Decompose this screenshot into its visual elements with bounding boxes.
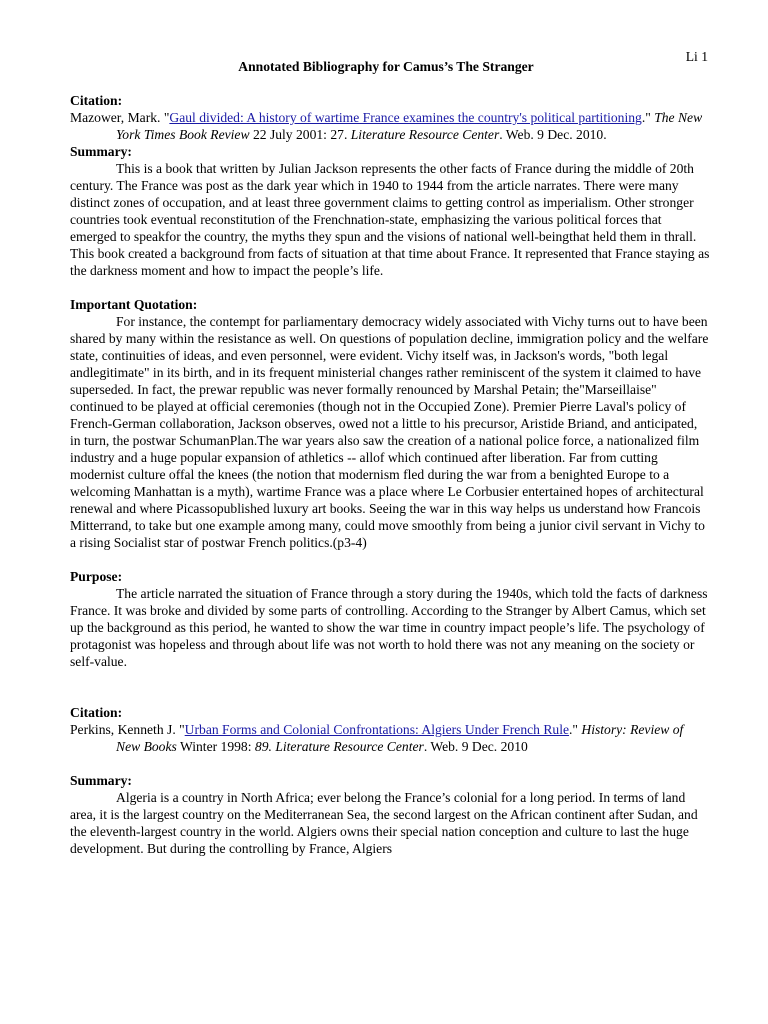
citation-database: 89. Literature Resource Center — [254, 739, 424, 754]
spacer — [70, 670, 710, 704]
citation-database: Literature Resource Center — [350, 127, 500, 142]
summary-text: This is a book that written by Julian Jackson represents the other facts of France during the middle of 20th century. The France was post as the dark year which in 1940 to 1944 from the article narrates. There were many distinct zones of occupation, and at least three government claims to getting control as imperialism. Other stronger countries took eventual reconstitution of the Frenchnation-state, emphasizing the various political forces that emerged to speakfor the country, the myths they spun and the visions of national well-beingthat held them in thrall. This book created a background from facts of situation at that time about France. It represented that France staying as the darkness moment and how to impact the people’s life. — [70, 161, 710, 278]
page-number: Li 1 — [685, 49, 708, 64]
summary-label: Summary: — [70, 144, 132, 159]
citation-source: History: Review of New Books — [116, 722, 684, 754]
citation-after-link: ." — [569, 722, 582, 737]
purpose-label: Purpose: — [70, 569, 123, 584]
citation-source-detail: 22 July 2001: 27. — [249, 127, 351, 142]
document-title: Annotated Bibliography for Camus’s The Stranger — [238, 59, 534, 74]
citation-label: Citation: — [70, 93, 123, 108]
citation-text — [70, 109, 710, 143]
quotation-text: For instance, the contempt for parliamentary democracy widely associated with Vichy turns out to have been shared by many within the resistance as well. On questions of population decline, immigration policy and the welfare state, continuities of ideas, and even personnel, were evident. Vichy itself was, in Jackson's words, "both legal andlegitimate" in its birth, and in its frequent ministerial changes rather reminiscent of the system it claimed to have superseded. In fact, the prewar republic was never formally renounced by Marshal Petain; the"Marseillaise" continued to be played at official ceremonies (though not in the Occupied Zone). Premier Pierre Laval's policy of French-German collaboration, Jackson observes, owed not a little to his precursor, Aristide Briand, and anticipated, in turn, the postwar SchumanPlan.The war years also saw the creation of a national police force, a nationalized film industry and a huge popular expansion of athletics -- allof which continued after liberation. Far from cutting modernist culture offal the knees (the notion that modernism fled during the war from a benighted Europe to a welcoming Manhattan is a myth), wartime France was a place where Le Corbusier entertained hopes of architectural renewal and where Picassopublished luxury art books. Seeing the war in this way helps us understand how Francois Mitterrand, to take but one example among many, could move smoothly from being a junior civil servant in Vichy to a rising Socialist star of postwar French politics.(p3-4) — [70, 314, 709, 550]
quotation-label: Important Quotation: — [70, 297, 198, 312]
spacer — [70, 279, 710, 296]
citation-text — [70, 721, 710, 755]
citation-access: . Web. 9 Dec. 2010 — [423, 739, 528, 754]
summary-text: Algeria is a country in North Africa; ever belong the France’s colonial for a long period. In terms of land area, it is the largest country on the Mediterranean Sea, the second largest on the African continent after Sudan, and the eleventh-largest country in the world. Algiers owns their special nation conception and culture to last the huge development. But during the controlling by France, Algiers — [70, 790, 698, 856]
citation-label: Citation: — [70, 705, 123, 720]
summary-label: Summary: — [70, 773, 132, 788]
citation-author: Mazower, Mark. " — [70, 110, 170, 125]
citation-after-link: ." — [641, 110, 655, 125]
spacer — [70, 75, 710, 92]
spacer — [70, 551, 710, 568]
document-page — [70, 44, 710, 857]
purpose-text: The article narrated the situation of France through a story during the 1940s, which told the facts of darkness France. It was broke and divided by some parts of controlling. According to the Stranger by Albert Camus, which set up the background as this period, he wanted to show the war time in country impact people’s life. The psychology of protagonist was hopeless and through about life was not worth to hold there was not any meaning on the society or self-value. — [70, 586, 708, 669]
citation-link[interactable]: Urban Forms and Colonial Confrontations: Algiers Under French Rule — [184, 722, 570, 737]
citation-source: The New York Times Book Review — [116, 110, 703, 142]
citation-source-detail: Winter 1998: — [176, 739, 255, 754]
citation-access: . Web. 9 Dec. 2010. — [499, 127, 607, 142]
citation-author: Perkins, Kenneth J. " — [70, 722, 185, 737]
spacer — [70, 755, 710, 772]
citation-link[interactable]: Gaul divided: A history of wartime France examines the country's political partitioning — [169, 110, 642, 125]
